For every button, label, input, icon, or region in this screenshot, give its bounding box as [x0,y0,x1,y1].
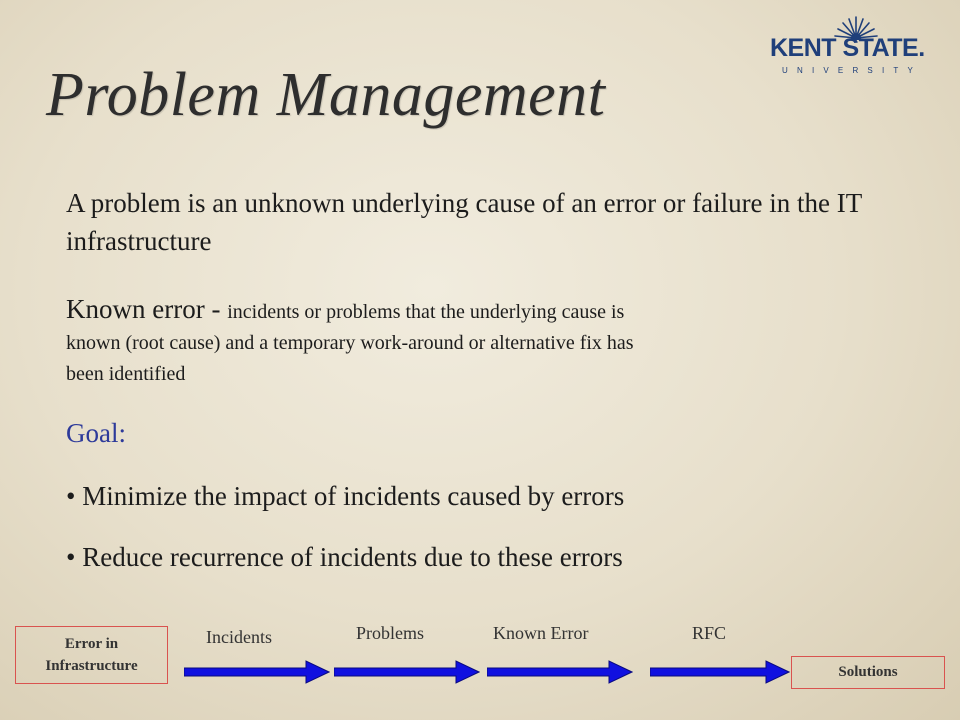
known-error-lead: Known error - [66,294,221,324]
slide-title: Problem Management [46,61,606,129]
known-error-text-line1: incidents or problems that the underlying cause is [227,301,625,323]
flow-label-known-error: Known Error [493,623,589,643]
error-in-infrastructure-box [15,626,168,684]
flow-arrow-3 [487,660,633,684]
known-error-text-line2: known (root cause) and a temporary work-around or alternative fix has [66,332,634,354]
flow-arrow-4 [650,660,790,684]
goal-bullet-1: • Minimize the impact of incidents caused by errors [66,481,625,511]
goal-bullet-2: • Reduce recurrence of incidents due to these errors [66,542,623,572]
known-error-text-line3: been identified [66,363,186,385]
goal-label: Goal: [66,418,126,448]
known-error-definition [66,290,846,390]
error-box-line2: Infrastructure [45,658,138,674]
flow-arrow-1 [184,660,330,684]
error-box-line1: Error in [64,636,119,652]
flow-label-incidents: Incidents [206,627,272,647]
kent-state-logo [770,14,940,74]
problem-definition: A problem is an unknown underlying cause of an error or failure in the IT infrastructure [66,188,862,256]
logo-subtitle: UNIVERSITY [782,66,923,75]
solutions-box: Solutions [791,656,945,689]
flow-label-problems: Problems [356,623,425,643]
flow-label-rfc: RFC [692,623,727,643]
flow-arrow-2 [334,660,480,684]
logo-name: KENT STATE. [770,34,925,62]
